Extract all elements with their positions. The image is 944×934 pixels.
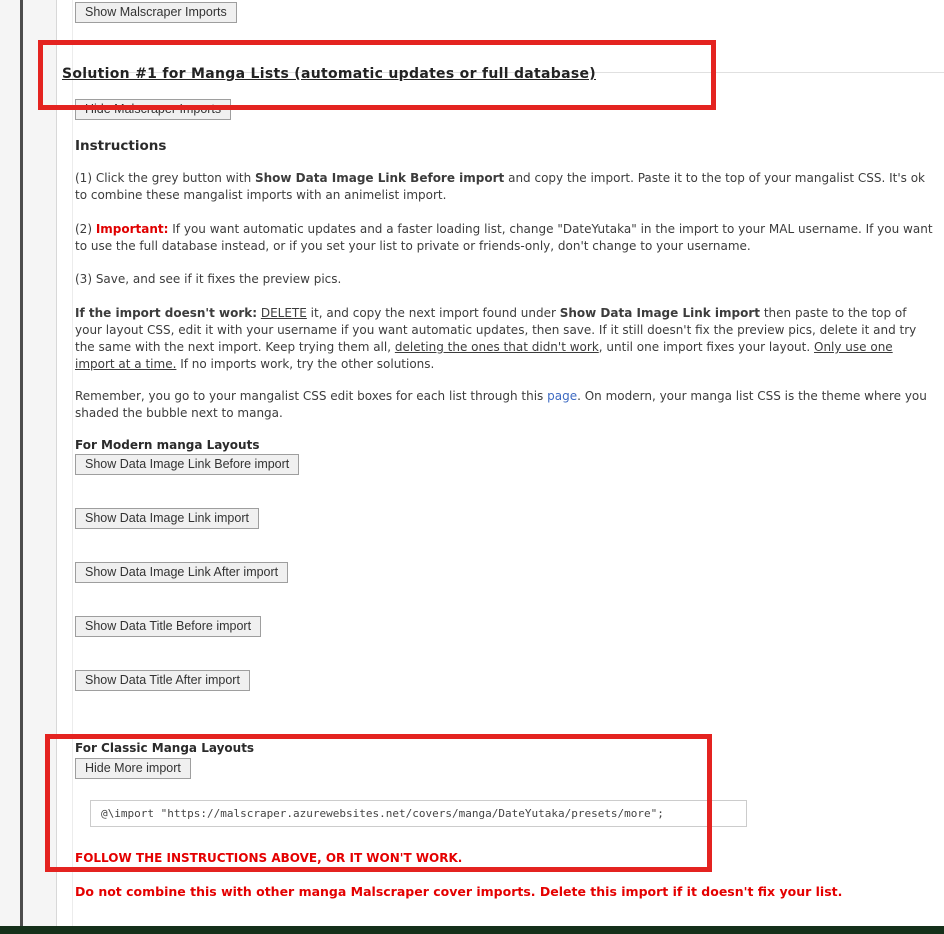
text-run: and copy the import. Paste it to the top of your mangalist CSS. It's ok to combine these mangalist imports with an animelist import. bbox=[75, 171, 926, 202]
text-run: Show Data Image Link import bbox=[559, 306, 761, 320]
text-run: deleting the ones that didn't work bbox=[394, 340, 599, 354]
instruction-step-3 bbox=[75, 271, 933, 288]
follow-instructions-warning: FOLLOW THE INSTRUCTIONS ABOVE, OR IT WON'T WORK. bbox=[75, 851, 463, 865]
text-run: DELETE bbox=[260, 306, 307, 320]
import-css-input[interactable] bbox=[90, 800, 747, 827]
footer-bar bbox=[0, 926, 944, 934]
show-data-title-before-import-button[interactable]: Show Data Title Before import bbox=[75, 616, 261, 637]
instruction-troubleshooting bbox=[75, 305, 933, 373]
text-run: Remember, you go to your mangalist CSS edit boxes for each list through this bbox=[75, 389, 548, 403]
text-run: If no imports work, try the other solutions. bbox=[176, 357, 435, 371]
hide-malscraper-imports-button[interactable]: Hide Malscraper Imports bbox=[75, 99, 231, 120]
do-not-combine-warning: Do not combine this with other manga Malscraper cover imports. Delete this import if it doesn't fix your list. bbox=[75, 884, 843, 899]
left-gutter bbox=[0, 0, 57, 926]
content-left-border bbox=[72, 0, 73, 926]
instructions-heading: Instructions bbox=[75, 138, 167, 154]
text-run: . On modern, your manga list CSS is the theme where you shaded the bubble next to manga. bbox=[75, 389, 927, 420]
instruction-step-2 bbox=[75, 221, 933, 255]
text-run: , until one import fixes your layout. bbox=[598, 340, 814, 354]
left-scrollbar-thumb[interactable] bbox=[20, 0, 23, 926]
hide-more-import-button[interactable]: Hide More import bbox=[75, 758, 191, 779]
show-data-title-after-import-button[interactable]: Show Data Title After import bbox=[75, 670, 250, 691]
page-title: Solution #1 for Manga Lists (automatic updates or full database) bbox=[62, 66, 596, 82]
show-malscraper-imports-button[interactable]: Show Malscraper Imports bbox=[75, 2, 237, 23]
text-run: Show Data Image Link Before import bbox=[254, 171, 505, 185]
text-run: If the import doesn't work: bbox=[75, 306, 258, 320]
text-run: Important: bbox=[95, 222, 169, 236]
text-run: (2) bbox=[75, 222, 96, 236]
text-run: Only use one import at a time. bbox=[75, 340, 893, 371]
instruction-step-1 bbox=[75, 170, 933, 204]
instruction-reminder bbox=[75, 388, 933, 422]
text-run: then paste to the top of your layout CSS, edit it with your username if you want automatic updates, then save. If it still doesn't fix the preview pics, delete it and try the same with the next import. Keep trying them all, bbox=[75, 306, 917, 354]
text-run: (3) Save, and see if it fixes the preview pics. bbox=[75, 272, 342, 286]
show-data-image-link-import-button[interactable]: Show Data Image Link import bbox=[75, 508, 259, 529]
text-run: If you want automatic updates and a faster loading list, change "DateYutaka" in the import to your MAL username. If you want to use the full database instead, or if you set your list to private or friends-only, don't change to your username. bbox=[75, 222, 933, 253]
classic-layouts-heading: For Classic Manga Layouts bbox=[75, 741, 255, 755]
css-edit-page-link[interactable]: page bbox=[547, 389, 578, 403]
show-data-image-link-before-import-button[interactable]: Show Data Image Link Before import bbox=[75, 454, 299, 475]
text-run: it, and copy the next import found under bbox=[306, 306, 560, 320]
text-run: (1) Click the grey button with bbox=[75, 171, 255, 185]
modern-layouts-heading: For Modern manga Layouts bbox=[75, 438, 260, 452]
show-data-image-link-after-import-button[interactable]: Show Data Image Link After import bbox=[75, 562, 288, 583]
